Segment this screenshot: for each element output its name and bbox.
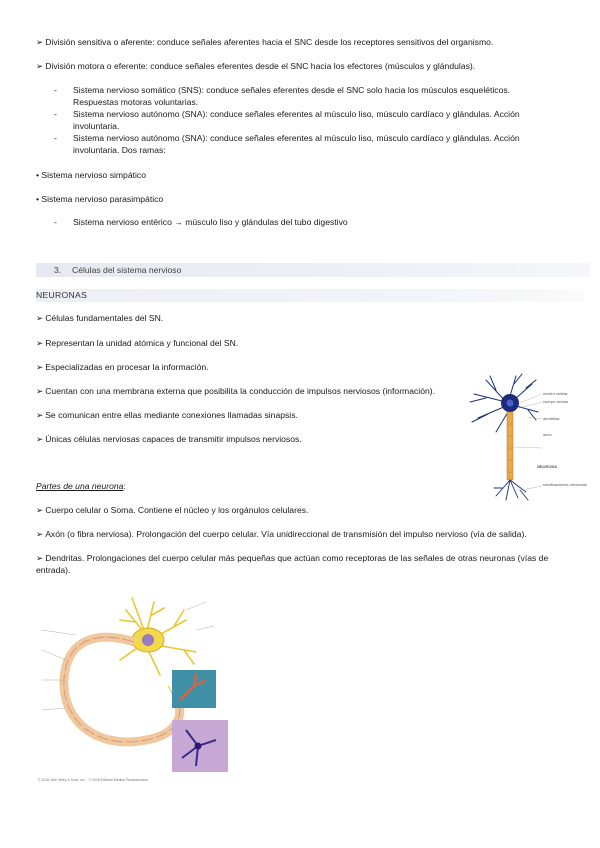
sub-item-sns: Sistema nervioso somático (SNS): conduce señales eferentes desde el SNC solo hacia los músculos esqueléticos. Respuestas motoras voluntarias.: [73, 85, 511, 107]
partes-item: [36, 505, 308, 517]
arrow-icon: ➢: [36, 505, 44, 515]
partes-item: [36, 529, 581, 541]
neuronas-heading: [36, 289, 584, 302]
copyright: © 2018 John Wiley & Sons, Inc. · © 2018 Editorial Médica Panamericana: [38, 778, 148, 782]
figure-label: dendritas: [543, 416, 560, 421]
nucleus: [142, 634, 154, 646]
sub-item-sna-2: Sistema nervioso autónomo (SNA): conduce señales eferentes al músculo liso, músculo cardíaco y glándulas. Acción involuntaria. Dos ramas:: [73, 133, 520, 155]
arrow-icon: ➢: [36, 410, 44, 420]
partes-item-text: Cuerpo celular o Soma. Contiene el núcleo y los orgánulos celulares.: [45, 505, 309, 515]
partes-item-text: Dendritas. Prolongaciones del cuerpo celular más pequeñas que actúan como receptoras de las señales de otras neuronas (vías de entrada).: [36, 553, 549, 575]
dash-icon: -: [54, 133, 57, 143]
neuronas-bullet: [36, 386, 466, 398]
arrow-icon: ➢: [36, 529, 44, 539]
arrow-icon: ➢: [36, 338, 44, 348]
partes-item-text: Axón (o fibra nerviosa). Prolongación del cuerpo celular. Vía unidireccional de transmisión del impulso nervioso (vía de salida).: [45, 529, 527, 539]
neuronas-bullet: [36, 313, 163, 325]
neuronas-bullet: [36, 410, 298, 422]
neuronas-bullet-text: Representan la unidad atómica y funcional del SN.: [45, 338, 239, 348]
partes-heading-text: Partes de una neurona: [36, 481, 124, 491]
division-motora-text: División motora o eferente: conduce señales eferentes desde el SNC hacia los efectores (músculos y glándulas).: [45, 61, 476, 71]
arrow-icon: ➢: [36, 362, 44, 372]
neuronas-bullet-text: Se comunican entre ellas mediante conexiones llamadas sinapsis.: [45, 410, 298, 420]
arrow-icon: ➢: [36, 37, 44, 47]
enterico: Sistema nervioso entérico → músculo liso y glándulas del tubo digestivo: [73, 217, 348, 227]
neuronas-bullet-text: Únicas células nerviosas capaces de transmitir impulsos nerviosos.: [45, 434, 302, 444]
figure-label: cuerpo celular: [543, 399, 569, 404]
arrow-icon: ➢: [36, 313, 44, 323]
arrow-icon: ➢: [36, 61, 44, 71]
division-sensitiva-text: División sensitiva o aferente: conduce señales aferentes hacia el SNC desde los receptores sensitivos del organismo.: [45, 37, 494, 47]
neuron-anatomy-figure: [36, 590, 236, 785]
figure-label: ramificaciones nerviosas: [543, 482, 587, 487]
parasimpatico: • Sistema nervioso parasimpático: [36, 194, 164, 204]
division-sensitiva: [36, 37, 576, 49]
section-heading: [36, 263, 590, 277]
figure-label: axón: [543, 432, 552, 437]
section-title: Células del sistema nervioso: [72, 265, 182, 275]
simpatico: • Sistema nervioso simpático: [36, 170, 146, 180]
arrow-icon: ➢: [36, 434, 44, 444]
figure-label: núcleo celular: [543, 391, 568, 396]
neuronas-bullet-text: Especializadas en procesar la información.: [45, 362, 209, 372]
neuron-figure: [466, 372, 587, 502]
neuronas-bullet-text: Células fundamentales del SN.: [45, 313, 164, 323]
neuronas-heading-text: NEURONAS: [36, 290, 88, 300]
partes-heading: [36, 481, 126, 493]
section-number: 3.: [54, 265, 62, 275]
sub-item-sna-1: Sistema nervioso autónomo (SNA): conduce señales eferentes al músculo liso, músculo cardíaco y glándulas. Acción involuntaria.: [73, 109, 520, 131]
neuronas-bullet: [36, 362, 209, 374]
axon: [507, 412, 513, 480]
neuronas-bullet-text: Cuentan con una membrana externa que posibilita la conducción de impulsos nerviosos (información).: [45, 386, 436, 396]
dash-icon: -: [54, 85, 57, 95]
micrograph-inset: [172, 670, 216, 708]
figure-label: NEURONA: [537, 464, 558, 469]
dash-icon: -: [54, 109, 57, 119]
partes-heading-colon: :: [123, 481, 126, 491]
dash-icon: -: [54, 217, 57, 227]
nucleus: [507, 400, 514, 407]
arrow-icon: ➢: [36, 386, 44, 396]
arrow-icon: ➢: [36, 553, 44, 563]
partes-item: [36, 553, 561, 576]
division-motora: [36, 61, 576, 73]
neuronas-bullet: [36, 434, 302, 446]
neuronas-bullet: [36, 338, 238, 350]
